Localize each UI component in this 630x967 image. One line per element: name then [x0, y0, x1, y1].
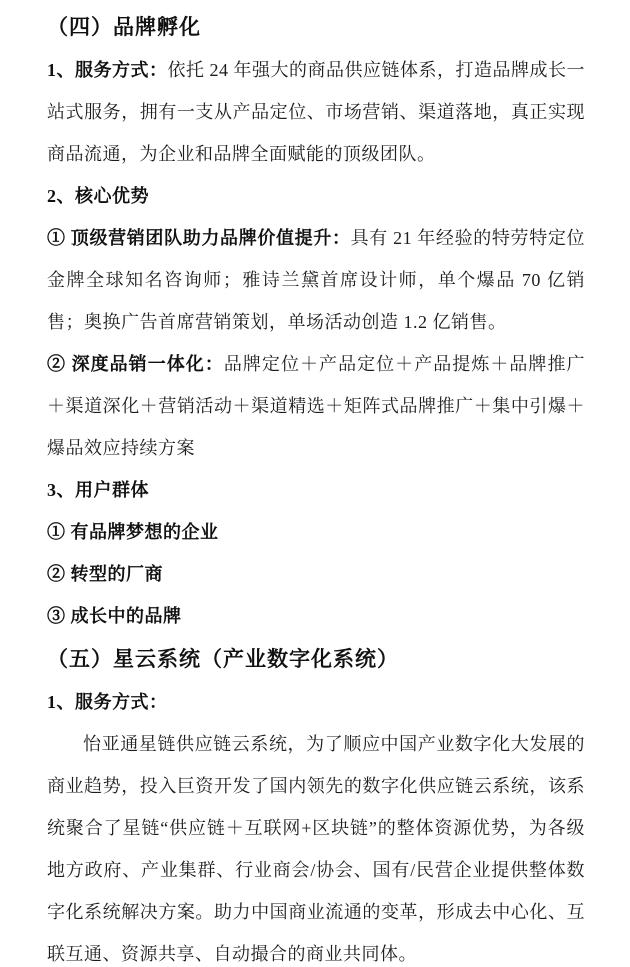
run-advantage-1-text: 具有 21 年经验的特劳特定位金牌全球知名咨询师；雅诗兰黛首席设计师，单个爆品 70 亿销售；奥换广告首席营销策划，单场活动创造 1.2 亿销售。 [47, 228, 586, 332]
heading-service-mode-5: 1、服务方式： [47, 692, 168, 712]
para-nebula-service-text: 怡亚通星链供应链云系统，为了顺应中国产业数字化大发展的商业趋势，投入巨资开发了国内领先的数字化供应链云系统，该系统聚合了星链“供应链＋互联网+区块链”的整体资源优势，为各级地方政府、产业集群、行业商会/协会、国有/民营企业提供整体数字化系统解决方案。助力中国商业流通的变革，形成去中心化、互联互通、资源共享、自动撮合的商业共同体。 [47, 734, 585, 964]
run-advantage-1-label: ① 顶级营销团队助力品牌价值提升： [47, 228, 351, 248]
heading-user-groups: 3、用户群体 [47, 480, 149, 500]
heading-core-advantages: 2、核心优势 [47, 186, 149, 206]
section-heading-nebula-system: （五）星云系统（产业数字化系统） [47, 647, 399, 671]
para-advantage-1 [47, 217, 585, 343]
para-advantage-2 [47, 343, 585, 469]
list-item-user-group-1: ① 有品牌梦想的企业 [47, 522, 219, 542]
run-advantage-2-label: ② 深度品销一体化： [47, 354, 224, 374]
run-advantage-2-text: 品牌定位＋产品定位＋产品提炼＋品牌推广＋渠道深化＋营销活动＋渠道精选＋矩阵式品牌推广＋集中引爆＋爆品效应持续方案 [47, 354, 586, 458]
para-service-mode [47, 49, 585, 175]
list-item-user-group-2: ② 转型的厂商 [47, 564, 163, 584]
list-item-user-group-3: ③ 成长中的品牌 [47, 606, 182, 626]
run-service-mode-label: 1、服务方式： [47, 60, 168, 80]
section-heading-brand-incubation: （四）品牌孵化 [47, 15, 201, 39]
run-service-mode-text: 依托 24 年强大的商品供应链体系，打造品牌成长一站式服务，拥有一支从产品定位、市场营销、渠道落地，真正实现商品流通，为企业和品牌全面赋能的顶级团队。 [47, 60, 585, 164]
